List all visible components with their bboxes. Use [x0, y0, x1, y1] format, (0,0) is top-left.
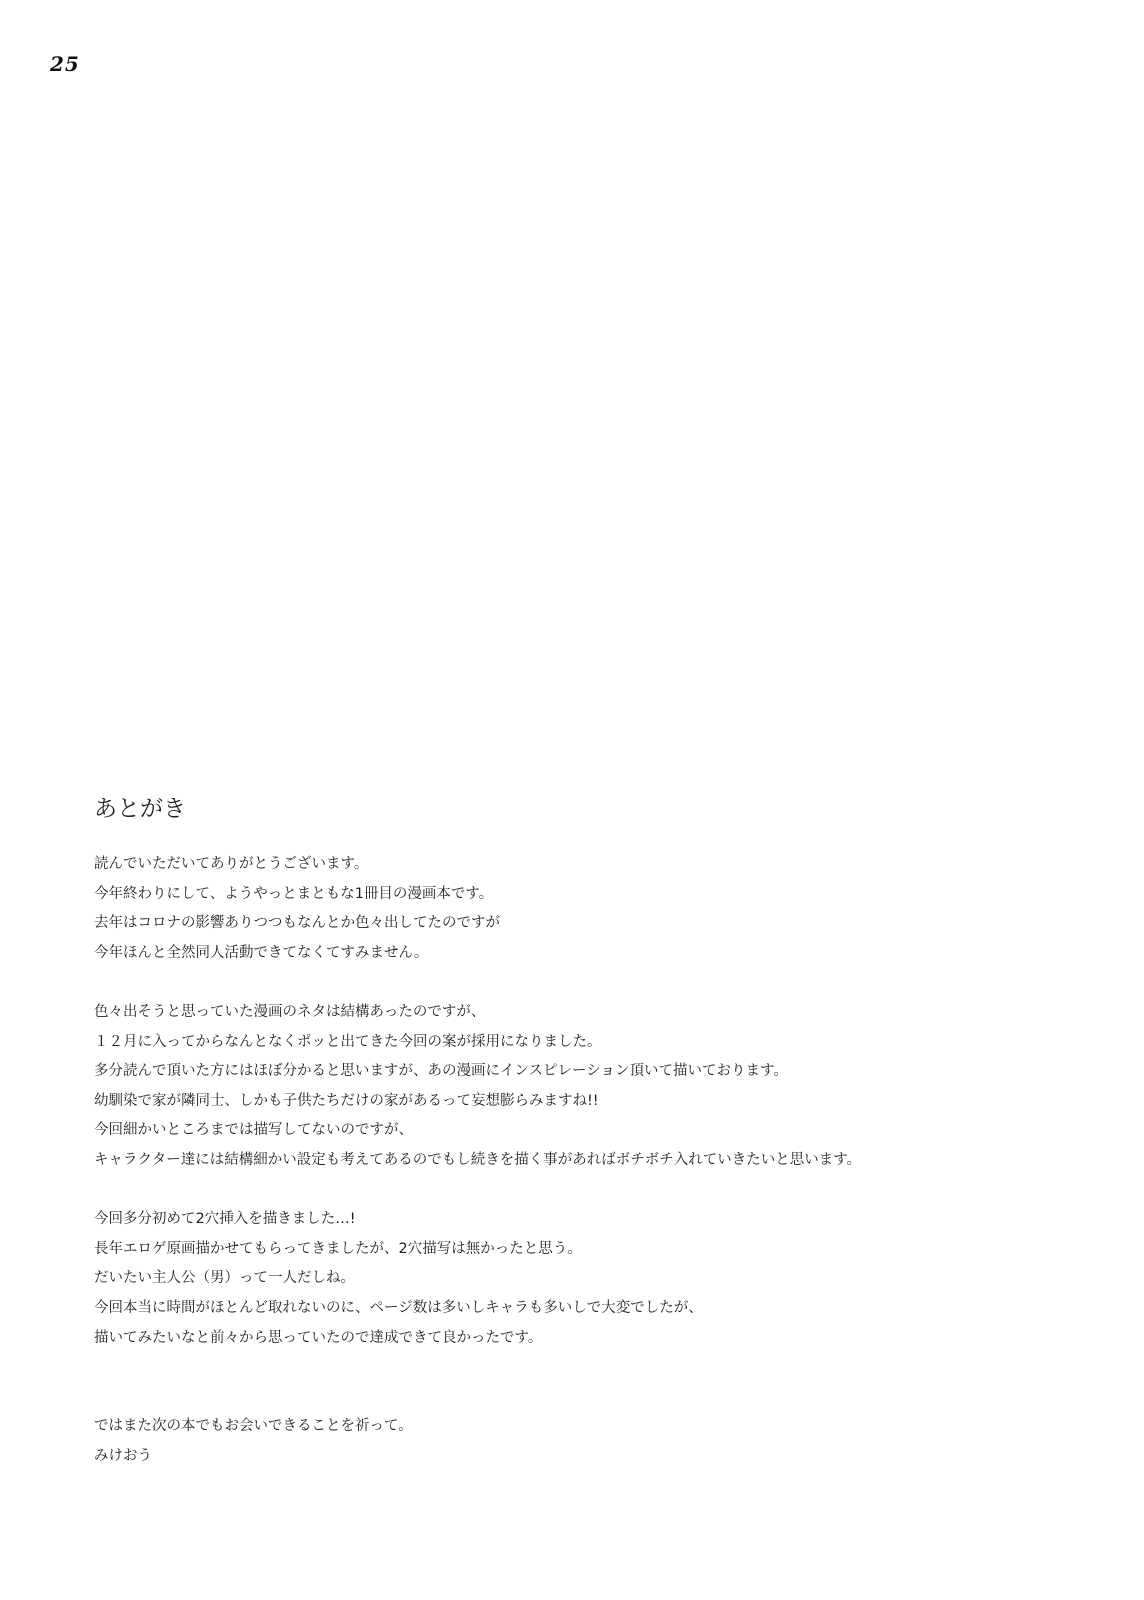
- paragraph-spacer: [94, 1176, 1094, 1206]
- paragraph-3: [94, 1205, 1094, 1353]
- text-line: 色々出そうと思っていた漫画のネタは結構あったのですが、: [94, 1003, 486, 1020]
- closing-line: ではまた次の本でもお会いできることを祈って。: [94, 1418, 413, 1435]
- text-line: 読んでいただいてありがとうございます。: [94, 856, 369, 872]
- text-line: 今回多分初めて2穴挿入を描きました…!: [94, 1211, 356, 1228]
- closing-block: [94, 1412, 1094, 1471]
- page-number: 25: [50, 52, 80, 76]
- paragraph-spacer: [94, 968, 1094, 998]
- text-line: だいたい主人公（男）って一人だしね。: [94, 1270, 355, 1287]
- text-line: 多分読んで頂いた方にはほぼ分かると思いますが、あの漫画にインスピレーション頂いて描いております。: [94, 1063, 788, 1080]
- text-line: 今回細かいところまでは描写してないのですが、: [94, 1122, 413, 1139]
- text-line: 今回本当に時間がほとんど取れないのに、ページ数は多いしキャラも多いしで大変でしたが、: [94, 1299, 703, 1316]
- text-line: 描いてみたいなと前々から思っていたので達成できて良かったです。: [94, 1329, 543, 1346]
- text-line: 去年はコロナの影響ありつつもなんとか色々出してたのですが: [94, 915, 500, 932]
- text-line: キャラクター達には結構細かい設定も考えてあるのでもし続きを描く事があればボチボチ入れていきたいと思います。: [94, 1151, 862, 1168]
- afterword-title: あとがき: [94, 796, 186, 822]
- text-line: 長年エロゲ原画描かせてもらってきましたが、2穴描写は無かったと思う。: [94, 1240, 582, 1257]
- text-line: 幼馴染で家が隣同士、しかも子供たちだけの家があるって妄想膨らみますね!!: [94, 1092, 599, 1109]
- afterword-section: [94, 792, 1094, 1471]
- text-line: 今年ほんと全然同人活動できてなくてすみません。: [94, 944, 429, 961]
- paragraph-2: [94, 998, 1094, 1176]
- author-signature: みけおう: [94, 1447, 152, 1464]
- text-line: 今年終わりにして、ようやっとまともな1冊目の漫画本です。: [94, 885, 494, 902]
- paragraph-1: [94, 850, 1094, 968]
- paragraph-spacer: [94, 1353, 1094, 1412]
- text-line: １２月に入ってからなんとなくポッと出てきた今回の案が採用になりました。: [94, 1033, 602, 1050]
